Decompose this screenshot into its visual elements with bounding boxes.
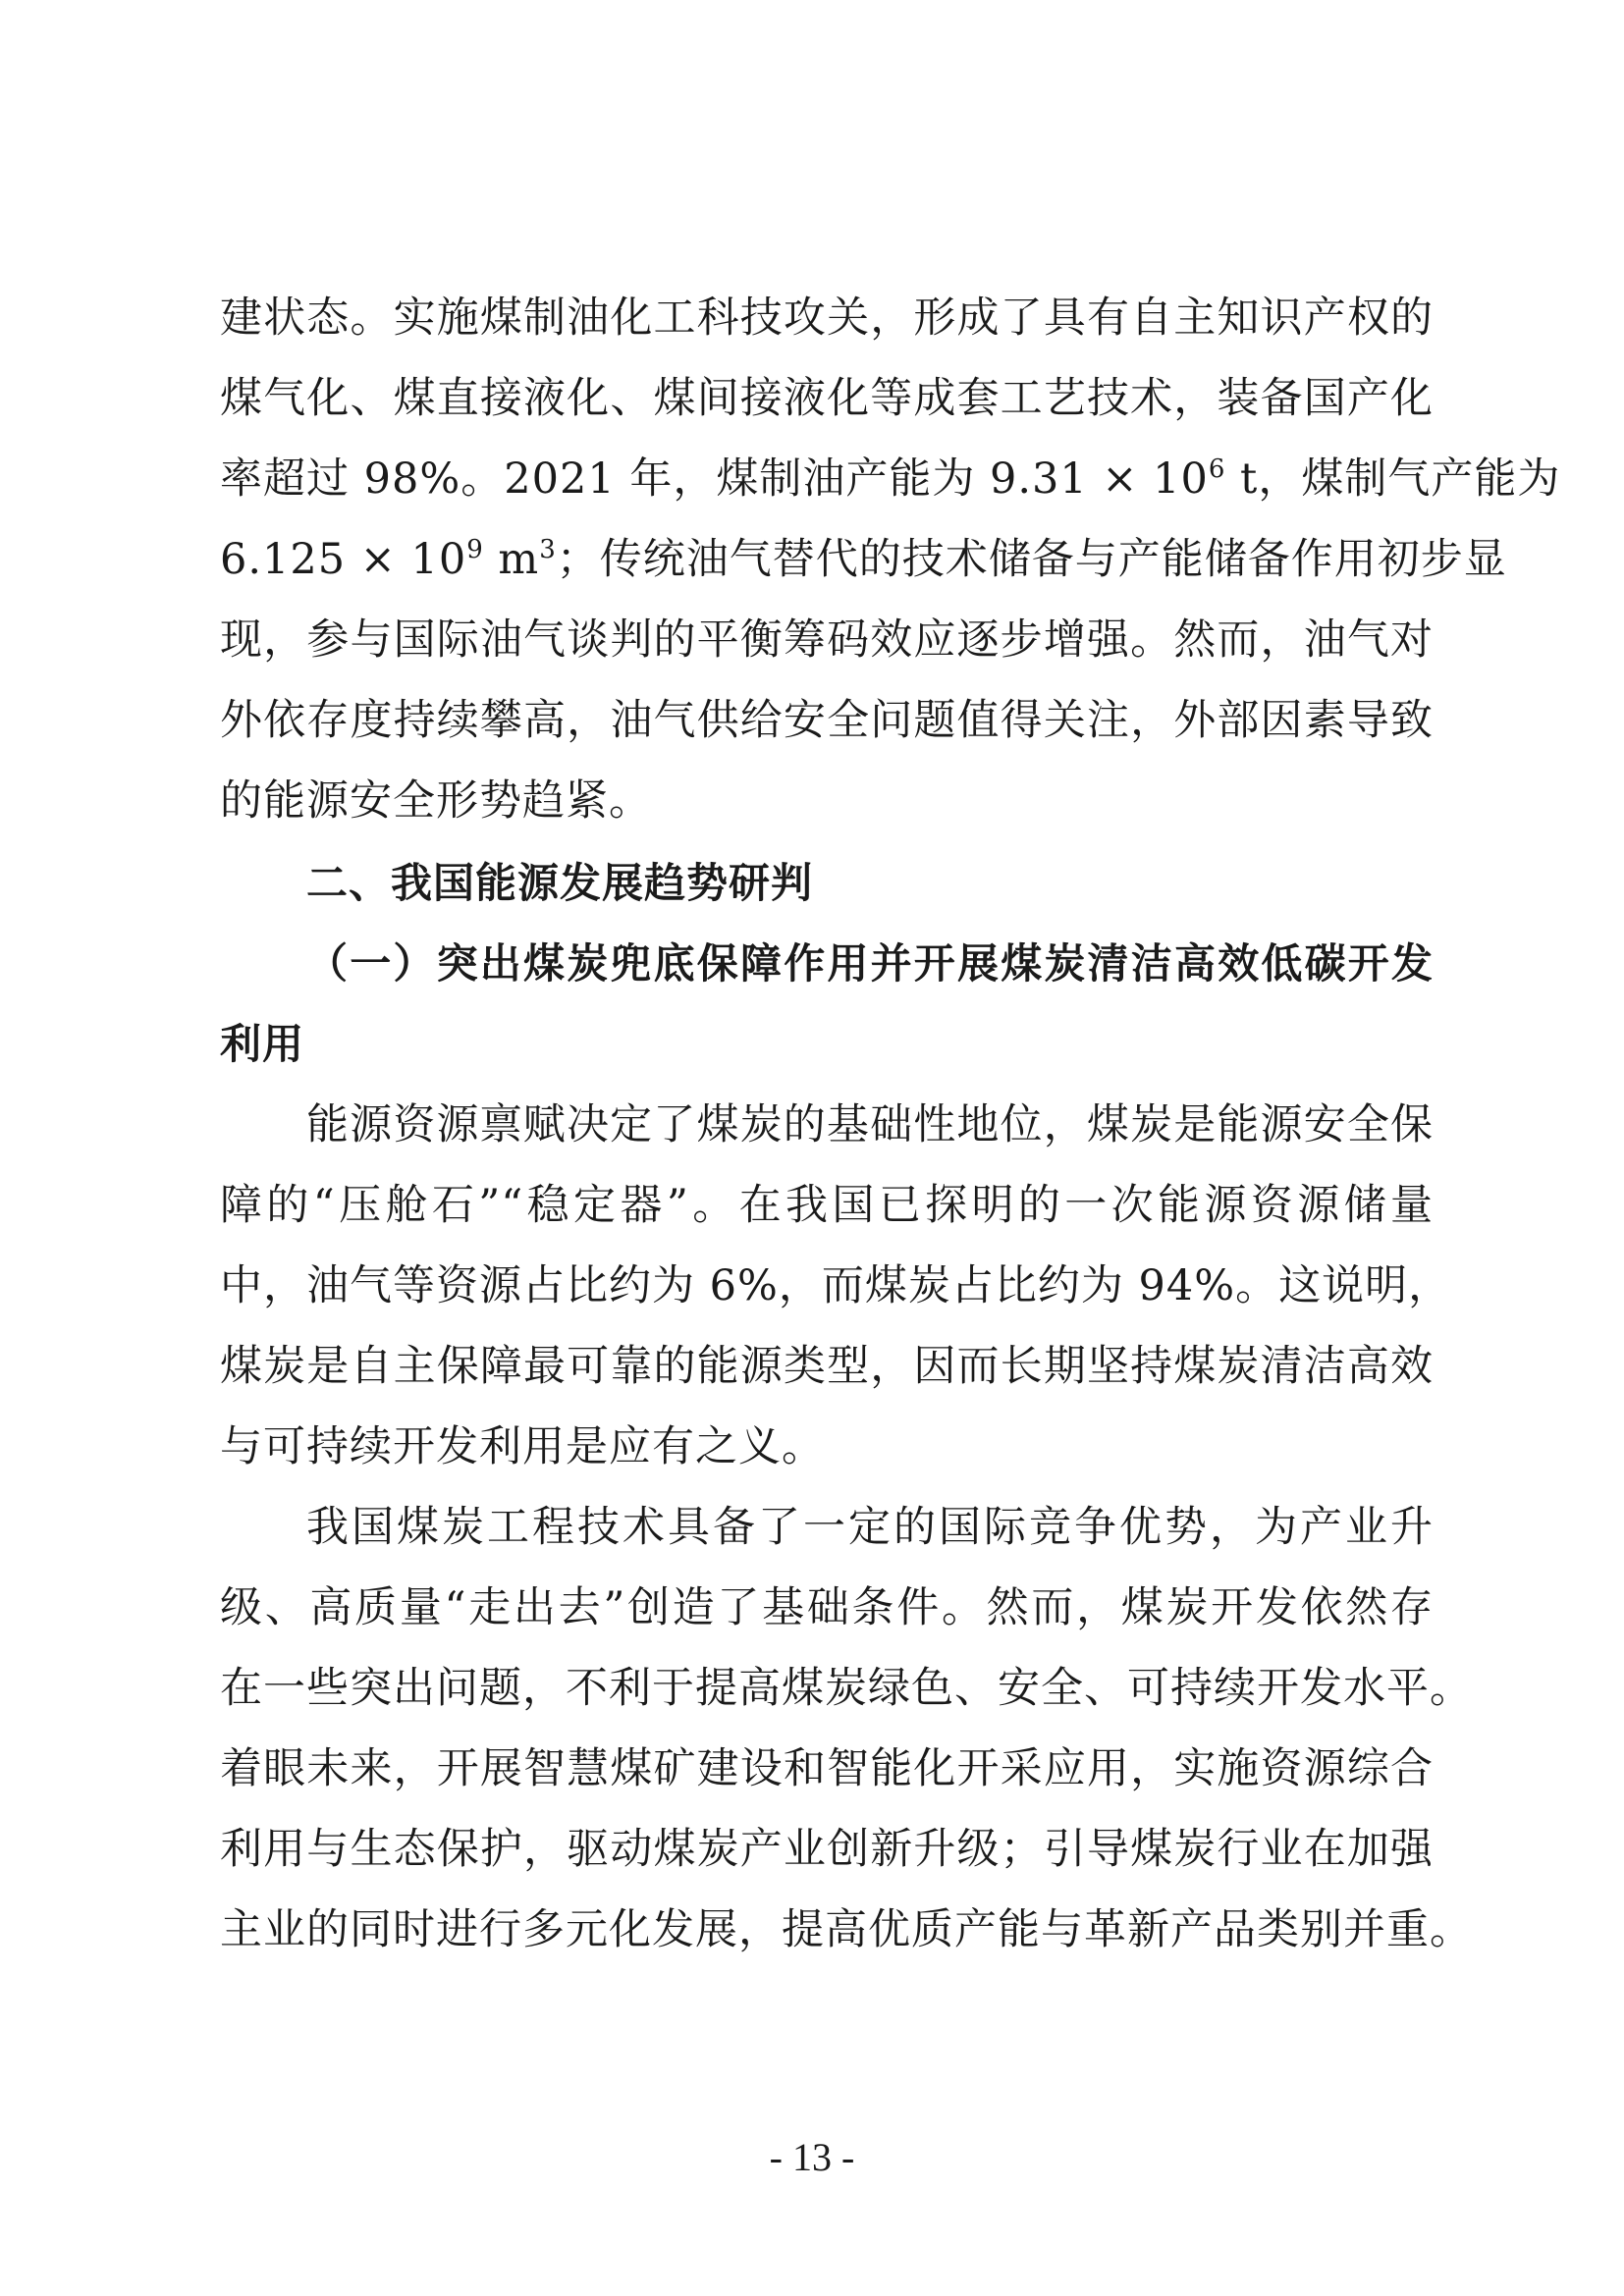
paragraph-line: 能源资源禀赋决定了煤炭的基础性地位，煤炭是能源安全保 bbox=[306, 1100, 1434, 1149]
paragraph-line: 中，油气等资源占比约为 6%，而煤炭占比约为 94%。这说明， bbox=[220, 1261, 1452, 1310]
text-line: 煤气化、煤直接液化、煤间接液化等成套工艺技术，装备国产化 bbox=[220, 374, 1434, 423]
text-segment: t，煤制气产能为 bbox=[1225, 454, 1561, 504]
subsection-heading-continued: 利用 bbox=[220, 1020, 305, 1068]
paragraph-line: 我国煤炭工程技术具备了一定的国际竞争优势，为产业升 bbox=[306, 1503, 1434, 1552]
page-number: - 13 - bbox=[769, 2135, 855, 2179]
text-segment: ；传统油气替代的技术储备与产能储备作用初步显 bbox=[556, 535, 1507, 584]
text-line bbox=[220, 450, 1561, 508]
text-line: 外依存度持续攀高，油气供给安全问题值得关注，外部因素导致 bbox=[220, 696, 1434, 745]
paragraph-line: 着眼未来，开展智慧煤矿建设和智能化开采应用，实施资源综合 bbox=[220, 1744, 1434, 1793]
text-line: 的能源安全形势趋紧。 bbox=[220, 776, 652, 826]
paragraph-line: 煤炭是自主保障最可靠的能源类型，因而长期坚持煤炭清洁高效 bbox=[220, 1342, 1434, 1391]
text-line: 现，参与国际油气谈判的平衡筹码效应逐步增强。然而，油气对 bbox=[220, 615, 1434, 665]
paragraph-line: 障的“压舱石”“稳定器”。在我国已探明的一次能源资源储量 bbox=[220, 1181, 1434, 1230]
paragraph-line: 与可持续开发利用是应有之义。 bbox=[220, 1422, 825, 1471]
text-segment: 率超过 98%。2021 年，煤制油产能为 9.31 × 10 bbox=[220, 454, 1209, 504]
paragraph-line: 级、高质量“走出去”创造了基础条件。然而，煤炭开发依然存 bbox=[220, 1583, 1434, 1632]
superscript: 9 bbox=[466, 535, 484, 564]
subsection-heading: （一）突出煤炭兜底保障作用并开展煤炭清洁高效低碳开发 bbox=[306, 939, 1434, 988]
text-line: 建状态。实施煤制油化工科技攻关，形成了具有自主知识产权的 bbox=[220, 294, 1434, 343]
section-heading: 二、我国能源发展趋势研判 bbox=[306, 859, 814, 907]
text-segment: m bbox=[483, 535, 540, 584]
paragraph-line: 利用与生态保护，驱动煤炭产业创新升级；引导煤炭行业在加强 bbox=[220, 1825, 1434, 1874]
superscript: 3 bbox=[539, 535, 557, 564]
superscript: 6 bbox=[1208, 454, 1226, 484]
text-line bbox=[220, 530, 1507, 589]
paragraph-line: 在一些突出问题，不利于提高煤炭绿色、安全、可持续开发水平。 bbox=[220, 1664, 1473, 1713]
text-segment: 6.125 × 10 bbox=[220, 535, 467, 584]
paragraph-line: 主业的同时进行多元化发展，提高优质产能与革新产品类别并重。 bbox=[220, 1905, 1473, 1954]
